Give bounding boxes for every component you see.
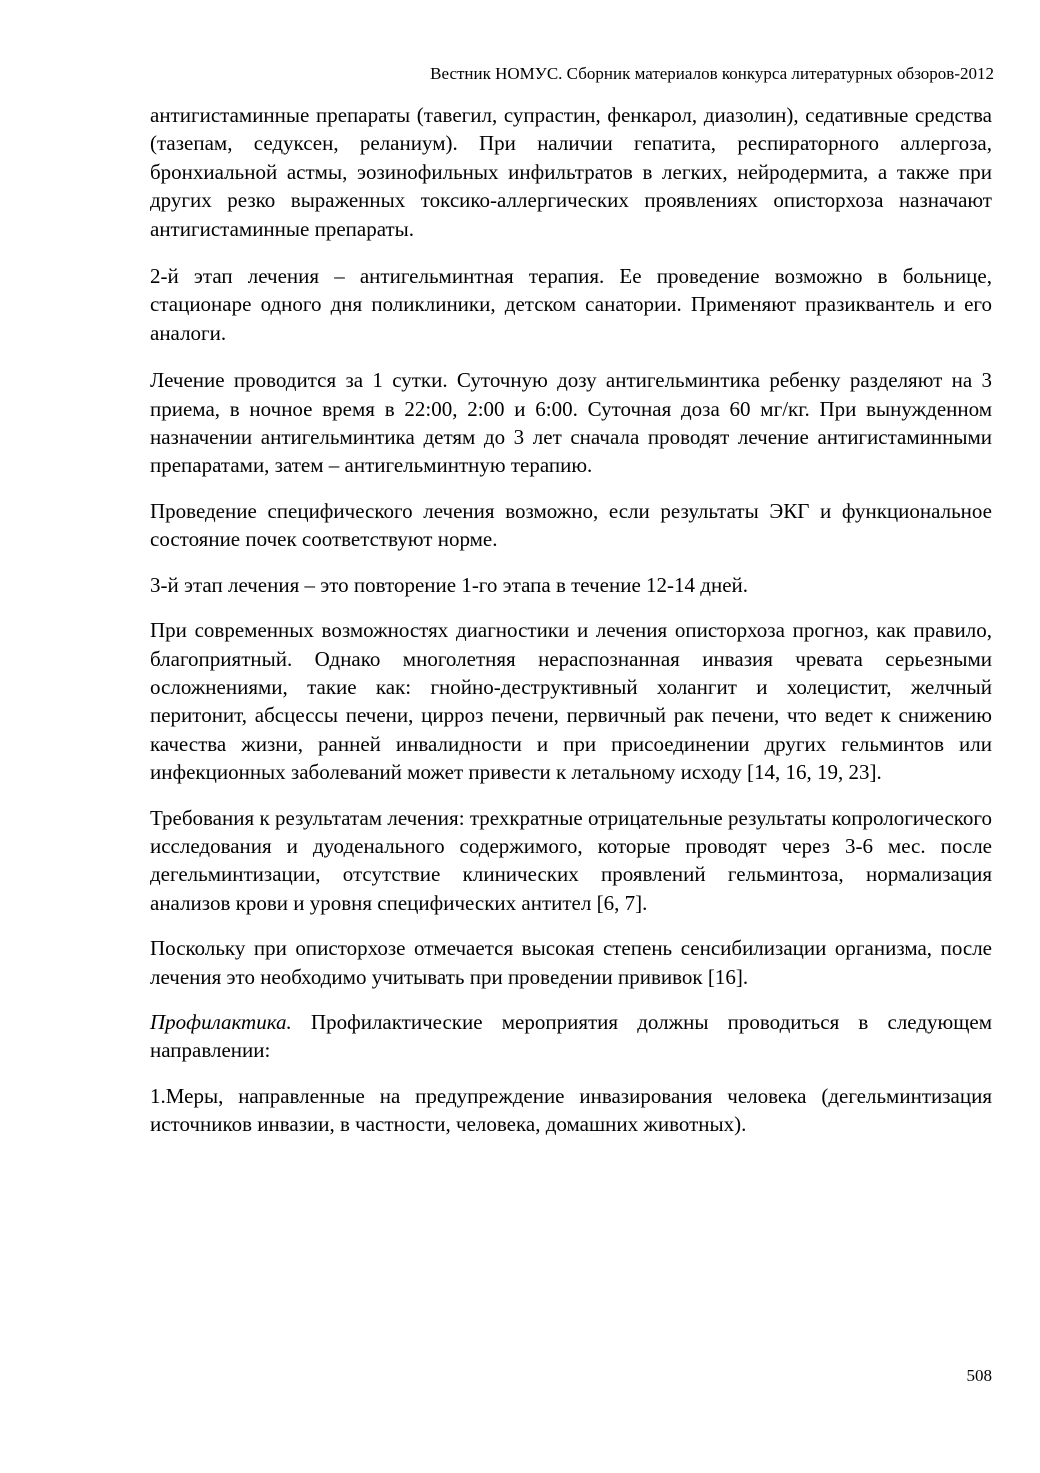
page-number: 508 [966, 1366, 992, 1385]
paragraph-specific-treatment-conditions: Проведение специфического лечения возможно, если результаты ЭКГ и функциональное состояние почек соответствуют норме. [150, 498, 992, 552]
paragraph-prognosis: При современных возможностях диагностики и лечения описторхоза прогноз, как правило, благоприятный. Однако многолетняя нераспознанная инвазия чревата серьезными осложнениями, такие как: гнойно-деструктивный холангит и холецистит, желчный перитонит, абсцессы печени, цирроз печени, первичный рак печени, что ведет к снижению качества жизни, ранней инвалидности и при присоединении других гельминтов или инфекционных заболеваний может привести к летальному исходу [14, 16, 19, 23]. [150, 618, 992, 785]
document-body [150, 101, 992, 1156]
prevention-text: Профилактические мероприятия должны проводиться в следующем направлении: [150, 1009, 992, 1063]
paragraph-prevention-measure-1: 1.Меры, направленные на предупреждение инвазирования человека (дегельминтизация источников инвазии, в частности, человека, домашних животных). [150, 1083, 992, 1137]
running-header: Вестник НОМУС. Сборник материалов конкурса литературных обзоров-2012 [430, 64, 994, 83]
paragraph-stage-3-treatment: 3-й этап лечения – это повторение 1-го этапа в течение 12-14 дней. [150, 572, 748, 597]
paragraph-treatment-requirements: Требования к результатам лечения: трехкратные отрицательные результаты копрологического исследования и дуоденального содержимого, которые проводят через 3-6 мес. после дегельминтизации, отсутствие клинических проявлений гельминтоза, нормализация анализов крови и уровня специфических антител [6, 7]. [150, 805, 992, 915]
paragraph-treatment-dosage: Лечение проводится за 1 сутки. Суточную дозу антигельминтика ребенку разделяют на 3 приема, в ночное время в 22:00, 2:00 и 6:00. Суточная доза 60 мг/кг. При вынужденном назначении антигельминтика детям до 3 лет сначала проводят лечение антигистаминными препаратами, затем – антигельминтную терапию. [150, 368, 992, 478]
paragraph-prevention [150, 1008, 992, 1065]
paragraph-vaccination-note: Поскольку при описторхозе отмечается высокая степень сенсибилизации организма, после лечения это необходимо учитывать при проведении прививок [16]. [150, 936, 992, 989]
paragraph-stage-2-treatment: 2-й этап лечения – антигельминтная терапия. Ее проведение возможно в больнице, стационаре одного дня поликлиники, детском санатории. Применяют празиквантель и его аналоги. [150, 264, 992, 345]
prevention-heading: Профилактика. [150, 1009, 292, 1034]
paragraph-antihistamine-drugs: антигистаминные препараты (тавегил, супрастин, фенкарол, диазолин), седативные средства (тазепам, седуксен, реланиум). При наличии гепатита, респираторного аллергоза, бронхиальной астмы, эозинофильных инфильтратов в легких, нейродермита, а также при других резко выраженных токсико-аллергических проявлениях описторхоза назначают антигистаминные препараты. [150, 103, 992, 241]
